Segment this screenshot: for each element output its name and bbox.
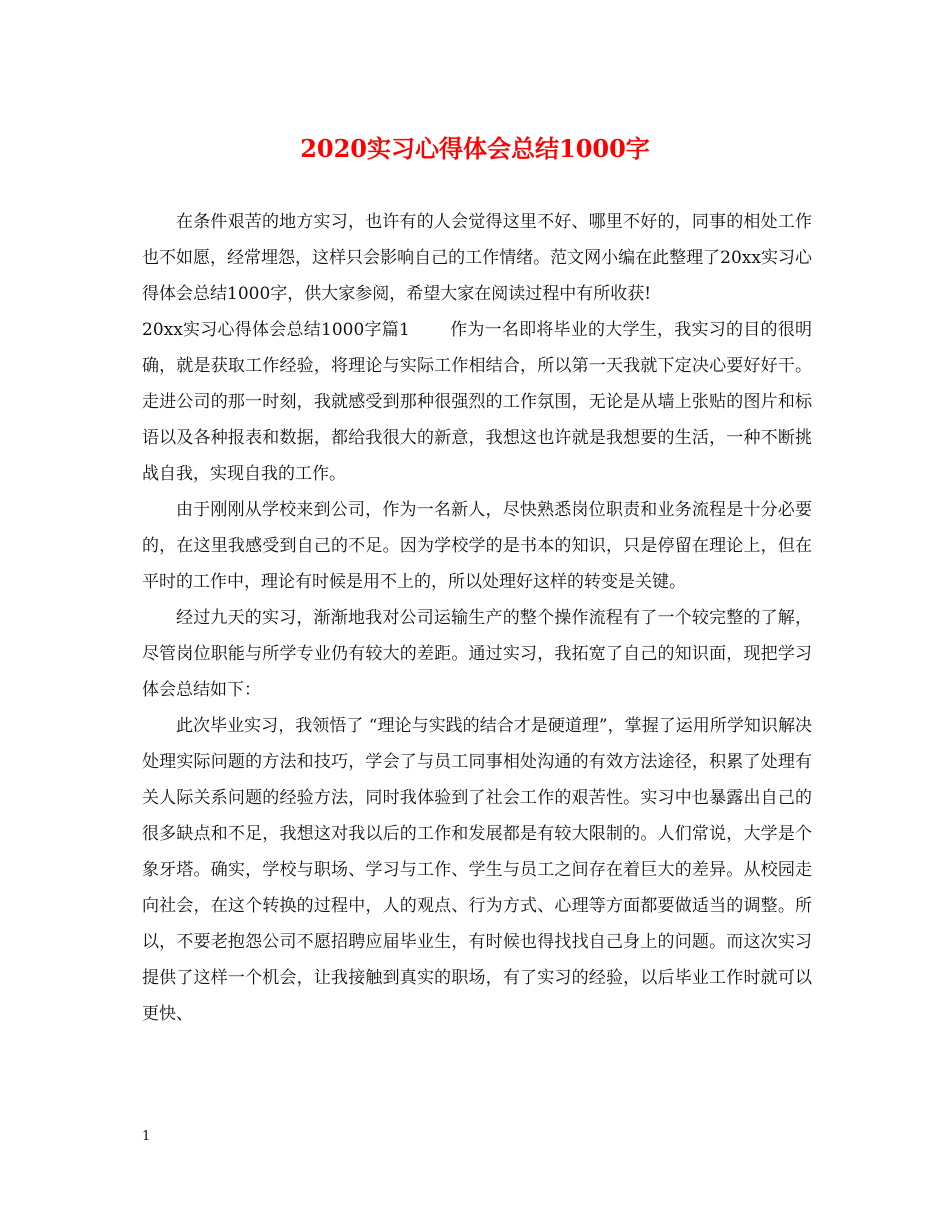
paragraph-3: 经过九天的实习，渐渐地我对公司运输生产的整个操作流程有了一个较完整的了解，尽管岗位职能与所学专业仍有较大的差距。通过实习，我拓宽了自己的知识面，现把学习体会总结如下： <box>142 608 812 700</box>
document-body <box>142 204 812 1032</box>
paragraph-4: 此次毕业实习，我领悟了 “理论与实践的结合才是硬道理”，掌握了运用所学知识解决处理实际问题的方法和技巧，学会了与员工同事相处沟通的有效方法途径，积累了处理有关人际关系问题的经验方法，同时我体验到了社会工作的艰苦性。实习中也暴露出自己的很多缺点和不足，我想这对我以后的工作和发展都是有较大限制的。人们常说，大学是个象牙塔。确实，学校与职场、学习与工作、学生与员工之间存在着巨大的差异。从校园走向社会，在这个转换的过程中，人的观点、行为方式、心理等方面都要做适当的调整。所以，不要老抱怨公司不愿招聘应届毕业生，有时候也得找找自己身上的问题。而这次实习提供了这样一个机会，让我接触到真实的职场，有了实习的经验，以后毕业工作时就可以更快、 <box>142 716 812 1024</box>
paragraph-intro: 在条件艰苦的地方实习，也许有的人会觉得这里不好、哪里不好的，同事的相处工作也不如愿，经常埋怨，这样只会影响自己的工作情绪。范文网小编在此整理了20xx实习心得体会总结1000字，供大家参阅，希望大家在阅读过程中有所收获! <box>142 212 812 304</box>
document-title: 2020实习心得体会总结1000字 <box>300 134 650 163</box>
section-body: 作为一名即将毕业的大学生，我实习的目的很明确，就是获取工作经验，将理论与实际工作相结合，所以第一天我就下定决心要好好干。走进公司的那一时刻，我就感受到那种很强烈的工作氛围，无论是从墙上张贴的图片和标语以及各种报表和数据，都给我很大的新意，我想这也许就是我想要的生活，一种不断挑战自我，实现自我的工作。 <box>142 320 813 484</box>
page-number: 1 <box>142 1129 151 1144</box>
section-heading: 20xx实习心得体会总结1000字篇1 <box>142 320 410 340</box>
section-paragraph <box>142 312 812 492</box>
paragraph-2: 由于刚刚从学校来到公司，作为一名新人，尽快熟悉岗位职责和业务流程是十分必要的，在这里我感受到自己的不足。因为学校学的是书本的知识，只是停留在理论上，但在平时的工作中，理论有时候是用不上的，所以处理好这样的转变是关键。 <box>142 500 812 592</box>
